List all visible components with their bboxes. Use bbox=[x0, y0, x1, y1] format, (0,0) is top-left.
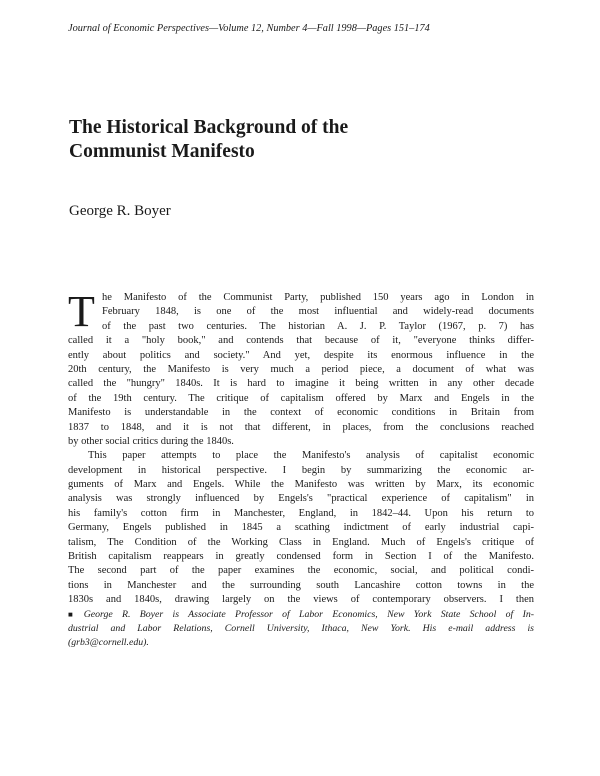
body-line: ently about politics and society." And yet, despite its enormous influence in the bbox=[68, 349, 534, 361]
body-line: of the 19th century. The critique of capitalism offered by Marx and Engels in the bbox=[68, 392, 534, 404]
body-line: his family's cotton firm in Manchester, England, in 1842–44. Upon his return to bbox=[68, 507, 534, 519]
article-title bbox=[69, 116, 539, 164]
title-line: The Historical Background of the bbox=[69, 117, 349, 138]
drop-cap: T bbox=[68, 287, 95, 336]
body-line: The second part of the paper examines the economic, social, and political condi- bbox=[68, 565, 534, 577]
body-line: 1830s and 1840s, drawing largely on the views of contemporary observers. I then bbox=[68, 594, 534, 606]
footnote-text: George R. Boyer is Associate Professor of Labor Economics, New York State School of In- bbox=[83, 609, 534, 620]
body-line: of the past two centuries. The historian A. J. P. Taylor (1967, p. 7) has bbox=[102, 320, 534, 332]
body-line: he Manifesto of the Communist Party, published 150 years ago in London in bbox=[102, 292, 534, 303]
footnote-line bbox=[68, 608, 534, 622]
footnote-line: (grb3@cornell.edu). bbox=[68, 636, 149, 648]
body-line: tions in Manchester and the surrounding south Lancashire cotton towns in the bbox=[68, 579, 534, 591]
footnote-line: dustrial and Labor Relations, Cornell University, Ithaca, New York. His e-mail address is bbox=[68, 622, 534, 634]
body-line: analysis was strongly influenced by Engels's "practical experience of capitalism" in bbox=[68, 493, 534, 505]
body-line: Germany, Engels published in 1845 a scathing indictment of early industrial capi- bbox=[68, 522, 534, 534]
body-line: guments of Marx and Engels. While the Manifesto was written by Marx, its economic bbox=[68, 479, 534, 491]
body-line: development in historical perspective. I begin by summarizing the economic ar- bbox=[68, 464, 534, 476]
body-line: February 1848, is one of the most influential and widely-read documents bbox=[102, 306, 534, 318]
footnote-mark-icon: ■ bbox=[68, 610, 80, 619]
body-line: talism, The Condition of the Working Class in England. Much of Engels's critique of bbox=[68, 536, 534, 548]
journal-header: Journal of Economic Perspectives—Volume 12, Number 4—Fall 1998—Pages 151–174 bbox=[68, 23, 430, 34]
body-line: Manifesto is understandable in the context of economic conditions in Britain from bbox=[68, 407, 534, 419]
body-line: 20th century, the Manifesto is very much a period piece, a document of what was bbox=[68, 363, 534, 375]
body-line: called it a "holy book," and contends that because of it, "everyone thinks differ- bbox=[68, 335, 534, 347]
author-name: George R. Boyer bbox=[69, 203, 171, 219]
body-line: British capitalism reappears in greatly condensed form in Section I of the Manifesto. bbox=[68, 551, 534, 563]
body-line: This paper attempts to place the Manifesto's analysis of capitalist economic bbox=[88, 450, 534, 462]
body-line: by other social critics during the 1840s. bbox=[68, 435, 234, 447]
body-line: 1837 to 1848, and it is not that different, in places, from the conclusions reached bbox=[68, 421, 534, 433]
author-footnote bbox=[68, 608, 534, 649]
title-line: Communist Manifesto bbox=[69, 141, 255, 162]
body-line: called the "hungry" 1840s. It is hard to imagine it being written in any other decade bbox=[68, 378, 534, 390]
article-body bbox=[68, 287, 534, 608]
